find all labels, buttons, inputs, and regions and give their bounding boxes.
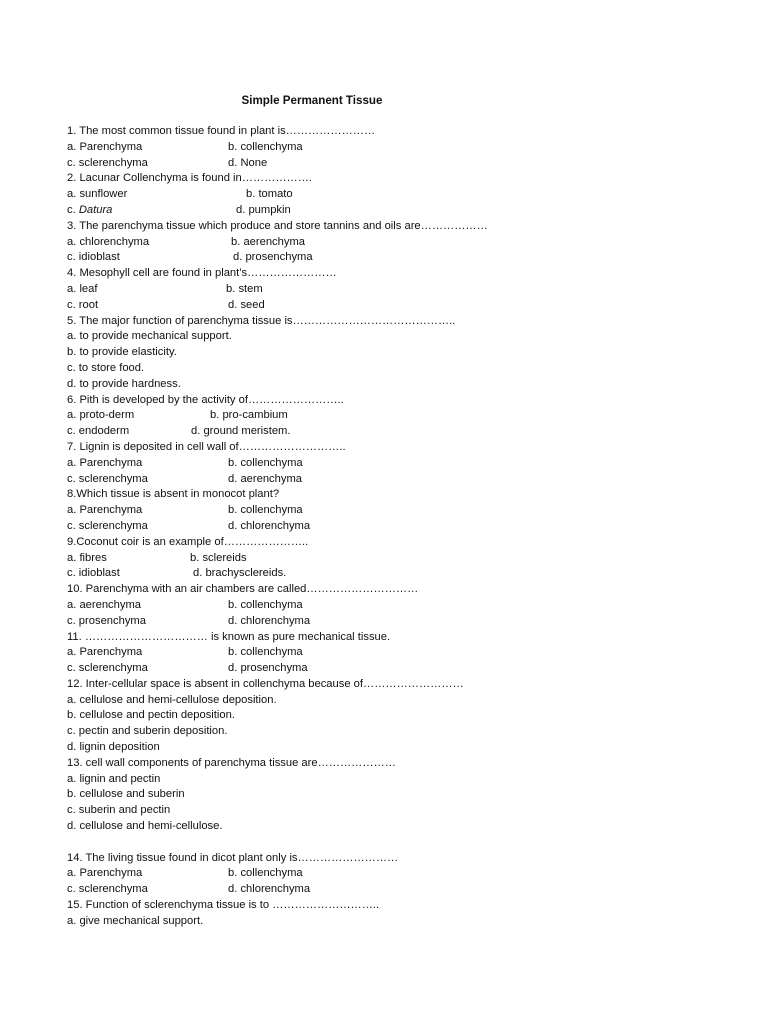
option-c: c. sclerenchyma	[67, 156, 148, 169]
option-c: c. sclerenchyma	[67, 883, 148, 896]
option-row	[67, 598, 747, 614]
option-row	[67, 866, 747, 882]
option-a: a. Parenchyma	[67, 140, 143, 153]
option-row	[67, 408, 747, 424]
option-a: a. give mechanical support.	[67, 914, 204, 927]
option-d: d. ground meristem.	[191, 425, 291, 438]
option-c: c. sclerenchyma	[67, 472, 148, 485]
question-5: 5. The major function of parenchyma tissue is……………………………………..	[67, 314, 456, 327]
option-row	[67, 882, 747, 898]
option-b: b. collenchyma	[228, 867, 303, 880]
question-6: 6. Pith is developed by the activity of……………………..	[67, 393, 344, 406]
option-row	[67, 187, 747, 203]
option-c: c. endoderm	[67, 425, 130, 438]
option-row	[67, 503, 747, 519]
option-d: d. chlorenchyma	[228, 519, 311, 532]
option-a: a. chlorenchyma	[67, 235, 150, 248]
option-row	[67, 250, 747, 266]
option-c: c. sclerenchyma	[67, 662, 148, 675]
option-row	[67, 551, 747, 567]
option-b: b. cellulose and pectin deposition.	[67, 709, 235, 722]
option-d: d. None	[228, 156, 268, 169]
question-14: 14. The living tissue found in dicot plant only is………………………	[67, 851, 399, 864]
question-13: 13. cell wall components of parenchyma tissue are…………………	[67, 756, 396, 769]
option-c: c. prosenchyma	[67, 614, 146, 627]
question-list	[67, 124, 747, 930]
option-a: a. Parenchyma	[67, 867, 143, 880]
page-title: Simple Permanent Tissue	[241, 94, 383, 107]
option-row	[67, 472, 747, 488]
option-b: b. aerenchyma	[231, 235, 306, 248]
option-c: c. idioblast	[67, 251, 120, 264]
option-c: c. root	[67, 298, 99, 311]
option-row	[67, 203, 747, 219]
question-7: 7. Lignin is deposited in cell wall of………………………..	[67, 440, 346, 453]
question-12: 12. Inter-cellular space is absent in collenchyma because of………………………	[67, 677, 464, 690]
option-row	[67, 519, 747, 535]
option-row	[67, 566, 747, 582]
option-row	[67, 614, 747, 630]
question-11: 11. …………………………… is known as pure mechanical tissue.	[67, 630, 391, 643]
option-row	[67, 140, 747, 156]
option-a: a. Parenchyma	[67, 456, 143, 469]
option-c-prefix: c.	[67, 203, 79, 216]
option-d: d. brachysclereids.	[193, 567, 287, 580]
option-d: d. lignin deposition	[67, 741, 160, 754]
option-a: a. aerenchyma	[67, 598, 142, 611]
option-b: b. collenchyma	[228, 140, 303, 153]
option-row	[67, 282, 747, 298]
option-b: b. tomato	[246, 188, 293, 201]
question-4: 4. Mesophyll cell are found in plant’s……………………	[67, 267, 337, 280]
option-b: b. cellulose and suberin	[67, 788, 185, 801]
option-b: b. stem	[226, 282, 263, 295]
question-15: 15. Function of sclerenchyma tissue is to ………………………..	[67, 899, 380, 912]
option-row	[67, 645, 747, 661]
option-a: a. lignin and pectin	[67, 772, 161, 785]
option-c: c. idioblast	[67, 567, 120, 580]
blank-line	[67, 835, 747, 851]
option-a: a. to provide mechanical support.	[67, 330, 232, 343]
question-2: 2. Lacunar Collenchyma is found in……………….	[67, 172, 312, 185]
option-a: a. sunflower	[67, 188, 128, 201]
option-row	[67, 298, 747, 314]
option-a: a. fibres	[67, 551, 107, 564]
option-d: d. chlorenchyma	[228, 614, 311, 627]
option-d: d. cellulose and hemi-cellulose.	[67, 820, 223, 833]
question-3: 3. The parenchyma tissue which produce and store tannins and oils are………………	[67, 219, 488, 232]
option-row	[67, 235, 747, 251]
option-a: a. leaf	[67, 282, 98, 295]
option-c: c. suberin and pectin	[67, 804, 171, 817]
option-b: b. collenchyma	[228, 456, 303, 469]
option-d: d. aerenchyma	[228, 472, 303, 485]
question-1: 1. The most common tissue found in plant is……………………	[67, 125, 376, 137]
option-c: c. sclerenchyma	[67, 519, 148, 532]
option-d: d. seed	[228, 298, 265, 311]
option-a: a. proto-derm	[67, 409, 135, 422]
option-row	[67, 424, 747, 440]
option-b: b. collenchyma	[228, 598, 303, 611]
option-a: a. Parenchyma	[67, 646, 143, 659]
option-row	[67, 661, 747, 677]
option-d: d. chlorenchyma	[228, 883, 311, 896]
option-b: b. to provide elasticity.	[67, 346, 177, 359]
option-c: c. pectin and suberin deposition.	[67, 725, 228, 738]
question-10: 10. Parenchyma with an air chambers are called…………………………	[67, 583, 419, 596]
option-c: c. to store food.	[67, 361, 145, 374]
option-row	[67, 156, 747, 172]
option-c	[67, 204, 112, 216]
option-b: b. collenchyma	[228, 504, 303, 517]
option-b: b. collenchyma	[228, 646, 303, 659]
option-d: d. to provide hardness.	[67, 377, 181, 390]
option-d: d. prosenchyma	[233, 251, 313, 264]
option-row	[67, 456, 747, 472]
option-d: d. pumpkin	[236, 203, 291, 216]
option-b: b. pro-cambium	[210, 409, 288, 422]
option-a: a. Parenchyma	[67, 504, 143, 517]
question-9: 9.Coconut coir is an example of…………………..	[67, 535, 309, 548]
question-8: 8.Which tissue is absent in monocot plant?	[67, 488, 280, 501]
option-c-term: Datura	[78, 203, 113, 216]
option-d: d. prosenchyma	[228, 662, 308, 675]
option-a: a. cellulose and hemi-cellulose deposition.	[67, 693, 277, 706]
option-b: b. sclereids	[190, 551, 247, 564]
